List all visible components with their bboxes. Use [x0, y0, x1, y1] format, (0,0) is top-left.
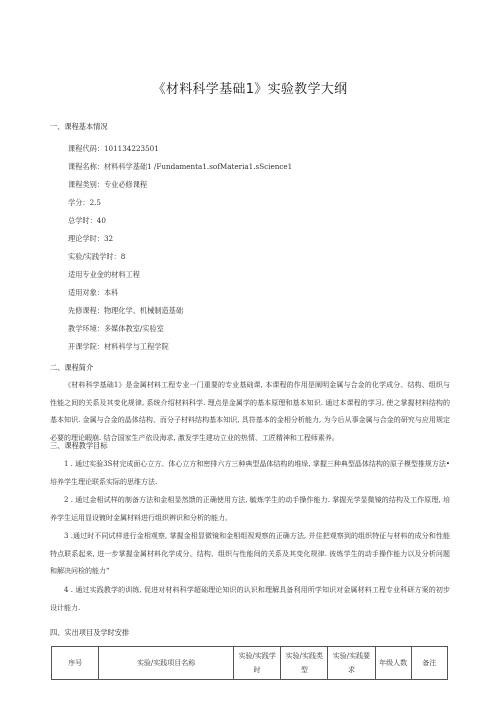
header-cell-hours: 实验/实践学时 — [234, 647, 281, 680]
objective-4-text: 4 . 通过实践教学的训练, 促进对材料科学超础理论知识的认识和理解具备利用所学知识对金属材料工程专业科研方案的初步设计能力. — [50, 586, 450, 612]
section-heading-schedule: 四、实出项目及学时安排 — [50, 628, 130, 637]
header-cell-project-name: 实验/实践项目名称 — [99, 647, 234, 680]
objective-1-text: 1 . 通过实验3S材完成面心立方、体心立方和密排六方三种典型晶体结构的堆垛, 掌握三种典型晶体结构的原子模型推规方法•培养学生理论联系实际的思维方法. — [50, 460, 450, 486]
course-intro-text: 《材料科学基础1》是金属材料工程专业一门重要的专业基础课, 本课程的作用是阐明金属与合金的化学成分、结构、组织与性能之间的关系及其变化规律, 系统介绍材料科学. 理点是金属学的基本原理和基本知识. 通过本课程的学习, 使之掌握材料结构的基本知识. 金属与合金的晶体结构、而分子材料结构基本知识, 具符基本的金相分析能力, 为今后从事金属与合金的研究与应用规定必要的理论暇崩. 结合国家生产依设海求, 激发学生建功立业的热情、工匠精神和工程师素养。 — [50, 381, 450, 442]
objective-4 — [50, 582, 450, 617]
course-name-line: 课程名称：材料科学基础1 /Fundamenta1.sofMateria1.sScience1 — [68, 162, 293, 171]
header-cell-class-size: 年级人数 — [375, 647, 411, 680]
header-cell-notes: 备注 — [411, 647, 447, 680]
lab-hours-line: 实验/实践学时：8 — [68, 252, 126, 261]
credits-line: 学分：2.5 — [68, 198, 101, 207]
prerequisites-line: 先修课程：物理化学、机械制造基础 — [68, 306, 184, 315]
major-line: 适用专业金的材料工程 — [68, 270, 140, 279]
objective-3-text: 3 .通过时不同试样进行金相观察, 掌握金相显微镜和金相组视观察的正确方法, 并住把观察到的组织特征与材料的成分和性能特点联系起来, 进一步掌握金属材料化学成分、结构、组织与性能间的关系及其变化规律. 彼炼学生的动手操作能力以及分析问题和解决问检的能力“ — [50, 532, 450, 575]
header-cell-requirement: 实验/实践要求 — [328, 647, 375, 680]
objective-2 — [50, 492, 450, 527]
college-line: 开课学院：材料科学与工程学院 — [68, 342, 169, 351]
table-header-row — [52, 647, 448, 680]
course-code-line: 课程代码：101134223501 — [68, 144, 159, 153]
total-hours-line: 总学时：40 — [68, 216, 106, 225]
header-cell-index: 序号 — [52, 647, 99, 680]
teaching-env-line: 教学环境：多媒体教室/实验室 — [68, 324, 164, 333]
course-intro-paragraph — [50, 377, 450, 447]
objective-2-text: 2 . 通过金相试样的制备方法和金相显然馈的正确使用方法, 毓炼学生的动手操作能力. 掌握光学显微镜的结构及工作原理, 培养学生运用显设镀时金属材料进行组织辨识和分析的能力。 — [50, 496, 450, 522]
objective-3 — [50, 528, 450, 581]
header-cell-type: 实验/实践类型 — [281, 647, 328, 680]
course-category-line: 课程类别：专业必修课程 — [68, 180, 148, 189]
section-heading-basic-info: 一、课程基本情况 — [50, 122, 108, 131]
section-heading-intro: 二、课程简介 — [50, 363, 94, 372]
theory-hours-line: 理论学时：32 — [68, 234, 114, 243]
document-title: 《材料科学基础1》实验教学大纲 — [152, 82, 348, 97]
objective-1 — [50, 456, 450, 491]
lab-schedule-table — [51, 646, 448, 680]
audience-line: 适用对象：本科 — [68, 288, 119, 297]
section-heading-objectives: 三、课程教学目标 — [50, 441, 108, 450]
